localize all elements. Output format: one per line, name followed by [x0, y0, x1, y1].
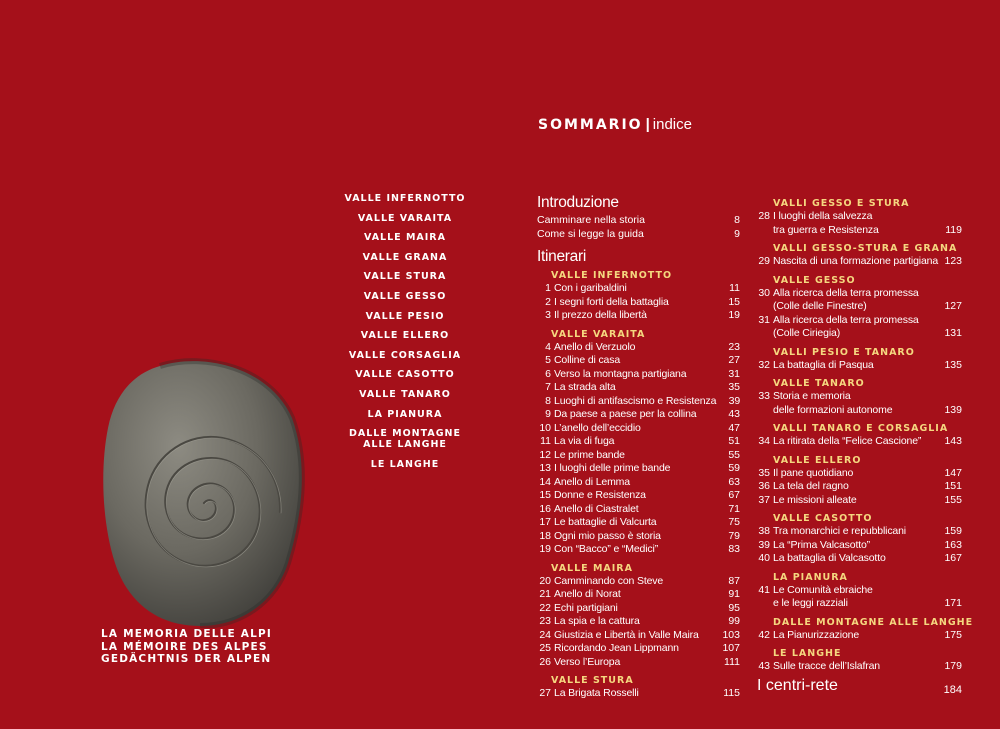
toc-item-title: Come si legge la guida	[537, 227, 644, 240]
toc-item-number: 5	[545, 354, 551, 366]
toc-item-page: 159	[944, 525, 962, 537]
toc-item-title	[551, 422, 716, 436]
toc-item-page: 23	[728, 340, 740, 353]
toc-item-title-line: La ritirata della “Felice Cascione”	[773, 435, 922, 447]
toc-item-number: 1	[545, 282, 551, 294]
toc-item-page: 111	[724, 655, 740, 668]
toc-item-title	[551, 687, 716, 701]
toc-item-title	[551, 309, 716, 323]
toc-item-title-line: La “Prima Valcasotto”	[773, 538, 871, 551]
toc-column-2	[757, 196, 974, 700]
toc-item-title	[551, 395, 716, 409]
toc-item-title	[770, 435, 938, 449]
title-separator: |	[645, 116, 650, 133]
toc-item-title-line: Alla ricerca della terra promessa	[773, 286, 919, 299]
region-list	[340, 193, 470, 479]
region-label: LE LANGHE	[370, 459, 440, 471]
toc-item-title	[770, 629, 938, 643]
toc-item	[757, 480, 962, 494]
toc-item-page: 71	[728, 502, 740, 515]
toc-item-page: 115	[723, 687, 740, 699]
toc-item	[757, 629, 962, 643]
toc-item	[757, 435, 962, 449]
toc-item-title-line: La battaglia di Pasqua	[773, 358, 874, 371]
toc-item	[757, 359, 962, 373]
toc-group-header: VALLE INFERNOTTO	[551, 270, 673, 281]
toc-item	[537, 296, 740, 310]
toc-item-page: 179	[944, 660, 962, 672]
toc-item-title	[770, 210, 938, 237]
toc-item-title-line: La Brigata Rosselli	[554, 687, 639, 699]
toc-item-number: 27	[539, 687, 551, 699]
toc-item	[537, 656, 740, 670]
toc-item-title-line: Alla ricerca della terra promessa	[773, 313, 919, 326]
toc-item-number: 22	[539, 601, 551, 614]
toc-item-title-line: I segni forti della battaglia	[554, 295, 669, 308]
toc-item-title-line: Le prime bande	[554, 448, 625, 461]
toc-group	[537, 270, 740, 323]
toc-group-header: VALLI PESIO E TANARO	[773, 346, 915, 358]
toc-item-number: 40	[758, 552, 770, 564]
toc-group	[757, 378, 962, 417]
itinerari-heading: Itinerari	[537, 248, 586, 265]
toc-item-title-line: I luoghi della salvezza	[773, 210, 873, 222]
toc-item-title-line: Donne e Resistenza	[554, 489, 646, 501]
toc-item-title-line: La spia e la cattura	[554, 615, 640, 627]
toc-item-page: 131	[944, 327, 962, 339]
toc-item-page: 167	[944, 552, 962, 564]
toc-item-number: 41	[758, 583, 770, 596]
toc-intro-item	[537, 228, 740, 242]
toc-group	[757, 513, 962, 566]
toc-item-number: 34	[758, 435, 770, 447]
toc-item-title-line: La via di fuga	[554, 435, 615, 447]
toc-item	[537, 449, 740, 463]
toc-item-number: 6	[545, 367, 551, 380]
toc-item-title-line: Ricordando Jean Lippmann	[554, 642, 679, 654]
toc-group-header: LA PIANURA	[773, 571, 848, 583]
region-label: VALLE MAIRA	[364, 232, 446, 244]
toc-item-page: 43	[728, 408, 740, 420]
toc-item	[537, 615, 740, 629]
toc-item-page: 127	[944, 300, 962, 312]
toc-group	[757, 648, 962, 674]
toc-item-title-line: Luoghi di antifascismo e Resistenza	[554, 394, 717, 407]
toc-item-title-line: Con i garibaldini	[554, 282, 627, 294]
toc-item-number: 37	[758, 493, 770, 506]
spiral-stone-image	[100, 358, 305, 628]
toc-item-title-line: Giustizia e Libertà in Valle Maira	[554, 628, 699, 641]
toc-item	[537, 408, 740, 422]
toc-item-title-line: e le leggi razziali	[773, 597, 848, 609]
toc-item	[537, 282, 740, 296]
toc-item-number: 38	[758, 525, 770, 537]
region-label-line: ALLE LANGHE	[363, 439, 447, 451]
toc-item	[537, 530, 740, 544]
region-label: VALLE STURA	[363, 271, 447, 283]
region-label: VALLE PESIO	[365, 310, 445, 322]
toc-item-title-line: Anello di Verzuolo	[554, 340, 636, 353]
toc-item-page: 67	[728, 489, 740, 501]
toc-item	[537, 588, 740, 602]
toc-item-number: 11	[540, 435, 551, 447]
toc-item-number: 15	[539, 489, 551, 501]
toc-item	[757, 287, 962, 314]
toc-item-title	[551, 368, 716, 382]
toc-item-page: 175	[944, 628, 962, 641]
toc-item-title-line: tra guerra e Resistenza	[773, 223, 879, 236]
toc-item-title: Camminare nella storia	[537, 214, 645, 226]
toc-item-title	[551, 435, 716, 449]
region-label: LA PIANURA	[367, 408, 443, 420]
toc-item-title	[770, 255, 938, 269]
toc-item-page: 155	[944, 493, 962, 506]
toc-item-title	[770, 552, 938, 566]
toc-item-title-line: La Pianurizzazione	[773, 628, 860, 641]
toc-item-number: 36	[758, 480, 770, 492]
toc-item-page: 91	[728, 588, 740, 600]
toc-item-title	[770, 467, 938, 481]
toc-group-header: VALLE VARAITA	[551, 328, 646, 340]
toc-group	[537, 675, 740, 701]
title-main: SOMMARIO	[538, 117, 643, 133]
toc-item-title-line: Nascita di una formazione partigiana	[773, 255, 939, 267]
toc-item-page: 107	[722, 642, 740, 654]
toc-item-title	[770, 287, 938, 314]
toc-item	[757, 210, 962, 237]
toc-group	[757, 243, 962, 269]
toc-item-title	[770, 660, 938, 674]
region-label: VALLE TANARO	[359, 388, 451, 400]
toc-item-page: 55	[728, 448, 740, 461]
toc-item	[757, 467, 962, 481]
toc-item-number: 4	[545, 340, 551, 353]
caption-block	[101, 628, 301, 666]
toc-group	[757, 616, 974, 643]
toc-item-title	[770, 525, 938, 539]
caption-line: LA MEMORIA DELLE ALPI	[101, 628, 272, 640]
toc-item-title-line: Da paese a paese per la collina	[554, 408, 697, 420]
toc-item-title-line: La tela del ragno	[773, 480, 849, 492]
toc-item-number: 29	[758, 255, 770, 267]
toc-item-page: 135	[944, 358, 962, 371]
toc-item-page: 9	[734, 227, 740, 240]
title-sub: indice	[652, 116, 692, 133]
toc-item-number: 21	[539, 588, 551, 600]
toc-item-number: 8	[545, 394, 551, 407]
toc-item-page: 35	[728, 381, 740, 393]
toc-item	[537, 395, 740, 409]
toc-item-number: 25	[539, 642, 551, 654]
toc-item-page: 103	[722, 628, 740, 641]
toc-item-title-line: Le battaglie di Valcurta	[554, 516, 657, 528]
toc-item-page: 151	[944, 480, 962, 492]
toc-group	[757, 455, 962, 508]
toc-group-header: VALLI GESSO-STURA E GRANA	[773, 243, 958, 254]
toc-item-page: 123	[944, 255, 963, 267]
toc-item-title	[551, 341, 716, 355]
toc-item-number: 30	[758, 286, 770, 299]
toc-item-title-line: (Colle Ciriegia)	[773, 327, 841, 339]
centri-rete-heading	[757, 676, 962, 700]
region-label: VALLE CASOTTO	[355, 369, 455, 381]
toc-item-page: 79	[728, 529, 740, 542]
toc-item	[537, 629, 740, 643]
toc-item-title	[551, 629, 716, 643]
toc-item-title	[770, 494, 938, 508]
toc-item	[537, 575, 740, 589]
toc-item	[537, 503, 740, 517]
caption-line: LA MÉMOIRE DES ALPES	[101, 640, 268, 653]
toc-item-title-line: L’anello dell’eccidio	[554, 421, 641, 434]
toc-item-title-line: Colline di casa	[554, 354, 621, 366]
toc-item-title	[551, 449, 716, 463]
toc-item-page: 31	[728, 367, 740, 380]
toc-item-number: 2	[545, 295, 551, 308]
toc-item-page: 75	[728, 516, 740, 528]
region-label: VALLE GESSO	[363, 290, 447, 302]
toc-item-title-line: Verso la montagna partigiana	[554, 367, 687, 380]
toc-item-number: 43	[758, 660, 770, 672]
toc-item-number: 17	[539, 516, 551, 528]
toc-item-title	[770, 584, 938, 611]
toc-item-number: 32	[758, 358, 770, 371]
toc-item-title-line: Camminando con Steve	[554, 574, 664, 587]
toc-item-number: 23	[539, 615, 551, 627]
toc-item-title	[770, 390, 938, 417]
region-label: VALLE VARAITA	[357, 212, 453, 224]
toc-group	[757, 423, 962, 449]
caption-line: GEDÄCHTNIS DER ALPEN	[101, 653, 272, 665]
toc-item-title	[551, 476, 716, 490]
toc-group-header: VALLE CASOTTO	[773, 513, 873, 524]
toc-item-title-line: Il pane quotidiano	[773, 466, 854, 479]
toc-item-number: 26	[539, 655, 551, 668]
toc-item-page: 83	[728, 543, 740, 555]
toc-item-title-line: Storia e memoria	[773, 390, 851, 402]
toc-item	[757, 255, 962, 269]
toc-item-title	[551, 462, 716, 476]
toc-item-title-line: La battaglia di Valcasotto	[773, 552, 886, 564]
toc-item-title-line: Le Comunità ebraiche	[773, 583, 873, 596]
toc-item-page: 139	[944, 403, 962, 416]
toc-item-title	[770, 480, 938, 494]
toc-item	[537, 489, 740, 503]
toc-item-title-line: delle formazioni autonome	[773, 403, 893, 416]
toc-item-number: 16	[539, 502, 551, 515]
toc-item-page: 47	[728, 421, 740, 434]
toc-item-title-line: La strada alta	[554, 381, 616, 393]
toc-item	[757, 584, 962, 611]
toc-item-title-line: Le missioni alleate	[773, 493, 857, 506]
toc-item	[537, 543, 740, 557]
toc-item-page: 143	[944, 435, 962, 447]
toc-item-title	[770, 359, 938, 373]
centri-rete-page: 184	[943, 683, 962, 696]
toc-intro-item	[537, 214, 740, 228]
toc-item-page: 27	[728, 354, 740, 366]
toc-item-title	[551, 615, 716, 629]
toc-item-title	[551, 381, 716, 395]
toc-item-number: 33	[758, 390, 770, 402]
toc-item-title-line: Anello di Ciastralet	[554, 502, 639, 515]
toc-item-title	[551, 354, 716, 368]
toc-item-title-line: Echi partigiani	[554, 601, 618, 614]
toc-item-number: 7	[545, 381, 551, 393]
toc-item-number: 10	[539, 421, 551, 434]
toc-item-page: 11	[729, 282, 740, 294]
region-label	[340, 428, 470, 459]
region-label: VALLE ELLERO	[360, 330, 450, 342]
introduzione-heading: Introduzione	[537, 194, 619, 211]
toc-item-title-line: Sulle tracce dell’Islafran	[773, 660, 880, 672]
toc-item	[537, 381, 740, 395]
toc-item-page: 8	[734, 214, 740, 226]
toc-item-page: 147	[944, 466, 962, 479]
toc-group-header: DALLE MONTAGNE ALLE LANGHE	[773, 616, 974, 628]
toc-item-title	[770, 539, 938, 553]
toc-group	[757, 572, 962, 611]
toc-group-header: VALLI GESSO E STURA	[773, 198, 910, 209]
toc-item	[537, 516, 740, 530]
toc-item-number: 42	[758, 628, 770, 641]
toc-item-title-line: Tra monarchici e repubblicani	[773, 525, 906, 537]
toc-item-page: 95	[728, 601, 740, 614]
toc-item	[537, 422, 740, 436]
toc-item-number: 39	[758, 538, 770, 551]
region-label: VALLE INFERNOTTO	[344, 193, 466, 204]
toc-item-title-line: Il prezzo della libertà	[554, 309, 647, 321]
toc-item-page: 39	[728, 394, 741, 407]
toc-item	[537, 462, 740, 476]
region-label: VALLE GRANA	[362, 251, 448, 263]
toc-item	[537, 368, 740, 382]
toc-item-number: 20	[539, 574, 551, 587]
toc-group	[757, 198, 962, 237]
toc-item-title-line: Verso l’Europa	[554, 655, 621, 668]
toc-group-header: VALLE TANARO	[773, 378, 865, 389]
toc-item-page: 51	[728, 435, 740, 447]
toc-item-title	[551, 642, 716, 656]
page-title	[538, 116, 692, 133]
toc-item-number: 14	[539, 475, 551, 488]
toc-item-number: 28	[758, 210, 770, 222]
toc-item	[537, 341, 740, 355]
toc-item-title-line: Ogni mio passo è storia	[554, 529, 661, 542]
toc-item-number: 19	[539, 543, 551, 555]
toc-item	[757, 314, 962, 341]
toc-item-title	[551, 575, 716, 589]
toc-item-title	[551, 282, 716, 296]
toc-item-title	[551, 516, 716, 530]
toc-column-1	[537, 193, 740, 701]
toc-item-title	[551, 503, 716, 517]
toc-item	[537, 642, 740, 656]
toc-item-title	[551, 296, 716, 310]
toc-item-title-line: Anello di Norat	[554, 588, 621, 600]
toc-item-page: 99	[728, 615, 740, 627]
toc-item	[757, 539, 962, 553]
toc-item	[537, 476, 740, 490]
toc-item-title	[551, 656, 716, 670]
toc-item	[757, 390, 962, 417]
toc-item-page: 171	[944, 597, 962, 609]
toc-item	[757, 525, 962, 539]
toc-group-header: VALLE ELLERO	[773, 454, 862, 466]
toc-item-page: 119	[945, 223, 962, 236]
toc-item-page: 87	[728, 574, 740, 587]
toc-item-title	[551, 543, 716, 557]
toc-item-title-line: I luoghi delle prime bande	[554, 462, 671, 474]
toc-group-header: VALLE STURA	[551, 675, 634, 686]
region-label: VALLE CORSAGLIA	[348, 349, 462, 361]
toc-item	[537, 354, 740, 368]
region-label-line: DALLE MONTAGNE	[349, 428, 461, 440]
toc-group	[757, 275, 962, 341]
toc-item-page: 59	[728, 462, 740, 474]
toc-item	[537, 309, 740, 323]
toc-item-number: 24	[539, 628, 551, 641]
toc-item-title	[551, 530, 716, 544]
toc-item	[757, 552, 962, 566]
toc-item-page: 15	[728, 295, 740, 308]
toc-item	[537, 435, 740, 449]
toc-item-page: 163	[944, 538, 962, 551]
toc-item	[757, 660, 962, 674]
toc-item-title-line: Con “Bacco” e “Medici”	[554, 543, 659, 555]
toc-item-number: 31	[758, 313, 770, 326]
toc-item-page: 19	[728, 309, 740, 321]
toc-group	[537, 563, 740, 670]
toc-item-number: 3	[545, 309, 551, 321]
toc-item	[537, 602, 740, 616]
toc-item-title	[551, 489, 716, 503]
toc-item-title	[770, 314, 938, 341]
toc-group-header: VALLE GESSO	[773, 274, 856, 286]
toc-item-title-line: Anello di Lemma	[554, 475, 630, 488]
toc-item-number: 12	[539, 448, 551, 461]
toc-group-header: LE LANGHE	[773, 648, 842, 659]
centri-rete-title: I centri-rete	[757, 676, 838, 694]
toc-group	[757, 347, 962, 373]
toc-group	[537, 329, 740, 557]
toc-item-title	[551, 408, 716, 422]
toc-item-page: 63	[728, 475, 740, 488]
toc-item-number: 18	[539, 529, 551, 542]
toc-item-number: 35	[758, 466, 770, 479]
toc-item-title	[551, 602, 716, 616]
toc-item-number: 9	[545, 408, 551, 420]
toc-item-title	[551, 588, 716, 602]
toc-group-header: VALLI TANARO E CORSAGLIA	[773, 423, 949, 434]
toc-item-number: 13	[539, 462, 551, 474]
toc-item-title-line: (Colle delle Finestre)	[773, 300, 867, 312]
toc-group-header: VALLE MAIRA	[551, 562, 633, 574]
toc-item	[757, 494, 962, 508]
toc-item	[537, 687, 740, 701]
